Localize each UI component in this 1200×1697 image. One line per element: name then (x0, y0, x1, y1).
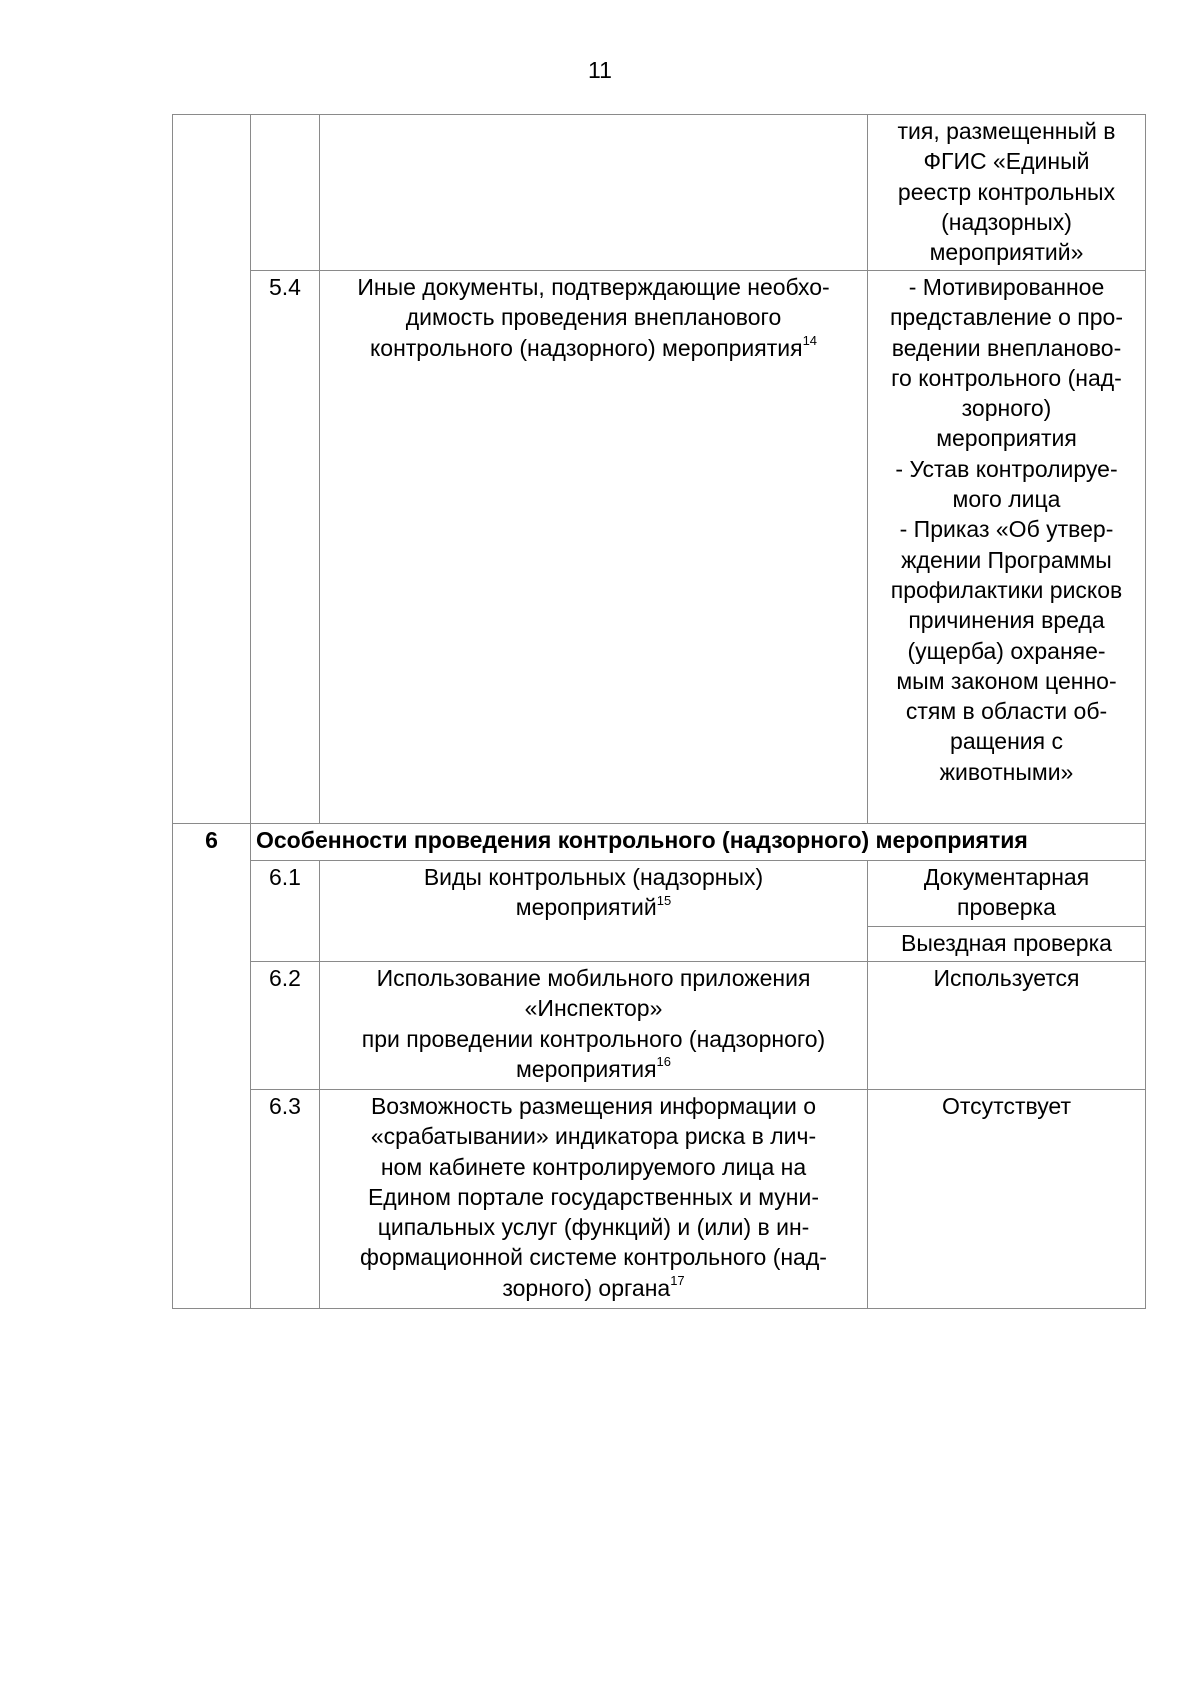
description-line: Едином портале государственных и муни- (367, 1183, 820, 1210)
document-line: причинения вреда (908, 607, 1105, 634)
description-line: Использование мобильного приложения (376, 965, 811, 991)
item-description (320, 861, 868, 962)
item-number: 5.4 (251, 271, 320, 824)
description-line: Иные документы, подтверждающие необхо- (357, 274, 830, 300)
footnote-ref: 16 (656, 1054, 672, 1070)
item-description (320, 271, 868, 824)
value-line: проверка (957, 894, 1056, 921)
document-line: зорного) (961, 395, 1052, 422)
value-line: Документарная (923, 864, 1090, 890)
document-line: - Мотивированное (908, 274, 1105, 300)
item-number-cell (251, 115, 320, 271)
document-line: - Устав контролируе- (895, 455, 1118, 482)
table-row-continuation (173, 115, 1146, 271)
description-line: «срабатывании» индикатора риска в лич- (370, 1123, 817, 1150)
section-header-row (173, 824, 1146, 861)
document-line: мероприятия (936, 425, 1077, 452)
description-line (323, 892, 864, 922)
description-text: мероприятий (515, 894, 657, 921)
description-line: димость проведения внепланового (405, 304, 782, 331)
document-cell (868, 271, 1146, 824)
value-cell: Отсутствует (868, 1090, 1146, 1309)
description-line: «Инспектор» (524, 995, 663, 1022)
document-line: ведении внепланово- (891, 334, 1122, 361)
value-cell: Используется (868, 962, 1146, 1090)
document-line: го контрольного (над- (891, 364, 1122, 391)
description-text: мероприятия (515, 1055, 657, 1082)
document-line: мого лица (952, 486, 1061, 513)
document-line: стям в области об- (905, 698, 1108, 725)
section-number-cell (173, 115, 251, 824)
document-line: ФГИС «Единый (923, 148, 1090, 175)
description-line: Возможность размещения информации о (370, 1093, 817, 1119)
document-line: ждении Программы (901, 546, 1112, 573)
item-description (320, 962, 868, 1090)
description-text: зорного) органа (502, 1274, 671, 1301)
document-line: реестр контрольных (897, 178, 1116, 205)
section-number: 6 (173, 824, 251, 1309)
document-line: мым законом ценно- (896, 667, 1117, 694)
table-row-6-1 (173, 861, 1146, 927)
description-line: формационной системе контрольного (над- (360, 1244, 827, 1271)
document-line: (надзорных) (941, 208, 1072, 235)
document-line: тия, размещенный в (897, 118, 1116, 144)
section-title: Особенности проведения контрольного (надзорного) мероприятия (251, 824, 1146, 861)
document-line: мероприятий» (929, 239, 1084, 266)
description-line (323, 1054, 864, 1084)
description-line: при проведении контрольного (надзорного) (361, 1025, 826, 1052)
item-description (320, 1090, 868, 1309)
description-text: контрольного (надзорного) мероприятия (369, 334, 803, 361)
table-row-5-4 (173, 271, 1146, 824)
description-line: ципальных услуг (функций) и (или) в ин- (377, 1214, 810, 1241)
document-line: профилактики рисков (890, 576, 1123, 603)
document-line: представление о про- (889, 304, 1124, 331)
item-number: 6.2 (251, 962, 320, 1090)
table-row-6-3 (173, 1090, 1146, 1309)
description-line (323, 1273, 864, 1303)
value-cell: Выездная проверка (868, 927, 1146, 962)
value-cell (868, 861, 1146, 927)
footnote-ref: 15 (656, 892, 672, 908)
description-line: ном кабинете контролируемого лица на (380, 1153, 807, 1180)
document-line: - Приказ «Об утвер- (899, 516, 1114, 543)
footnote-ref: 17 (670, 1273, 685, 1289)
description-line (323, 333, 864, 363)
description-line: Виды контрольных (надзорных) (423, 864, 764, 890)
item-number: 6.3 (251, 1090, 320, 1309)
document-line: ращения с (950, 728, 1063, 755)
item-description-cell (320, 115, 868, 271)
requirements-table (172, 114, 1146, 1309)
page-number: 11 (588, 57, 612, 83)
item-number: 6.1 (251, 861, 320, 962)
document-line: (ущерба) охраняе- (907, 637, 1106, 664)
document-line: животными» (939, 758, 1074, 785)
footnote-ref: 14 (802, 332, 818, 348)
document-cell (868, 115, 1146, 271)
table-row-6-2 (173, 962, 1146, 1090)
